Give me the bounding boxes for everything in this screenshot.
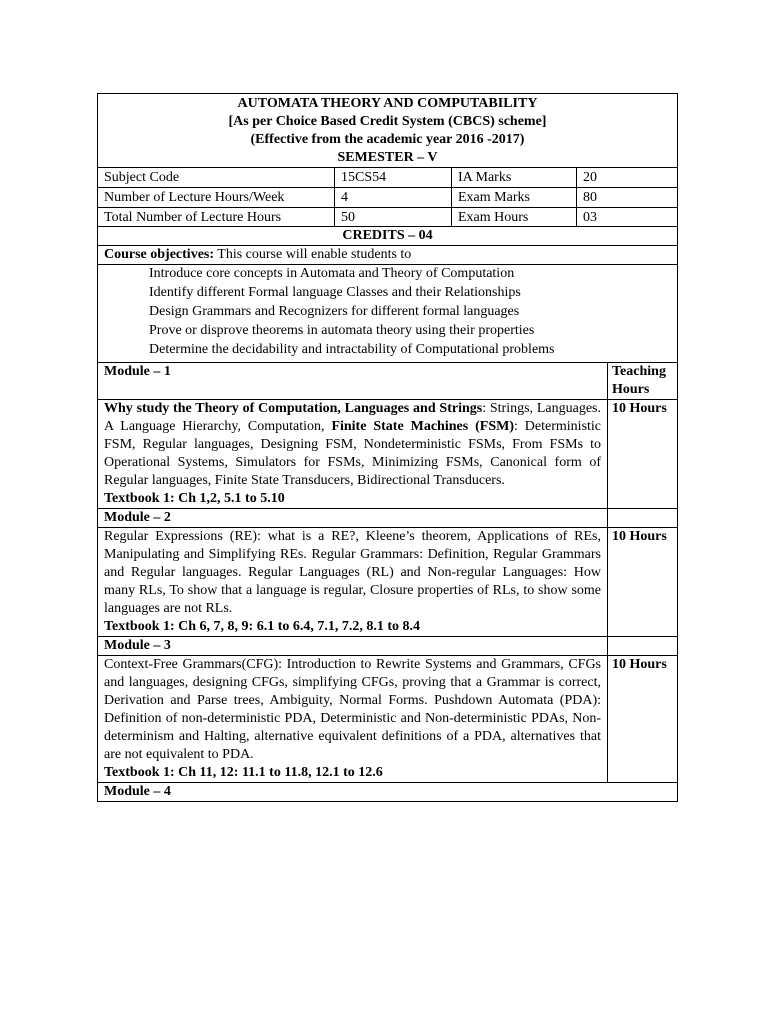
semester-line: SEMESTER – V bbox=[337, 150, 438, 165]
module-description bbox=[104, 400, 601, 490]
module-title: Module – 3 bbox=[98, 637, 608, 655]
effective-line: (Effective from the academic year 2016 -2017) bbox=[250, 132, 525, 147]
info-row-total-lecture-hours bbox=[98, 207, 677, 226]
info-value: 80 bbox=[583, 190, 597, 205]
teaching-hours-label: Teaching Hours bbox=[612, 364, 666, 397]
module-header-blank bbox=[608, 509, 677, 527]
textbook-reference: Textbook 1: Ch 11, 12: 11.1 to 11.8, 12.1 to 12.6 bbox=[104, 765, 383, 780]
objectives-intro: This course will enable students to bbox=[214, 247, 412, 262]
module-2-header bbox=[98, 508, 677, 527]
objectives-label: Course objectives: bbox=[104, 247, 215, 262]
info-value: 50 bbox=[335, 208, 452, 226]
topic-heading: Why study the Theory of Computation, Languages and Strings bbox=[104, 401, 483, 416]
info-label: Total Number of Lecture Hours bbox=[98, 208, 335, 226]
module-header-blank bbox=[608, 637, 677, 655]
objective-item: Prove or disprove theorems in automata theory using their properties bbox=[149, 323, 535, 338]
objective-item: Design Grammars and Recognizers for different formal languages bbox=[149, 304, 520, 319]
module-4-header bbox=[98, 782, 677, 801]
objective-item: Determine the decidability and intractability of Computational problems bbox=[149, 342, 555, 357]
module-title: Module – 4 bbox=[104, 784, 171, 799]
scheme-line: [As per Choice Based Credit System (CBCS) scheme] bbox=[228, 114, 547, 129]
syllabus-table bbox=[97, 93, 678, 802]
objectives-list bbox=[98, 264, 677, 362]
textbook-reference: Textbook 1: Ch 1,2, 5.1 to 5.10 bbox=[104, 491, 285, 506]
module-hours: 10 Hours bbox=[612, 401, 667, 416]
module-3-body bbox=[98, 655, 677, 782]
topic-text: : Deterministic FSM, Regular languages, Designing FSM, Nondeterministic FSMs, From FSMs to Operational Systems, Simulators for FSMs, Minimizing FSMs, Canonical form of Regular languages, Finite State Transducers, Bidirectional Transducers. bbox=[104, 419, 602, 488]
module-title: Module – 2 bbox=[98, 509, 608, 527]
credits-row: CREDITS – 04 bbox=[98, 226, 677, 245]
course-title: AUTOMATA THEORY AND COMPUTABILITY bbox=[237, 96, 538, 111]
module-description: Context-Free Grammars(CFG): Introduction to Rewrite Systems and Grammars, CFGs and languages, designing CFGs, simplifying CFGs, proving that a Grammar is correct, Derivation and Parse trees, Ambiguity, Normal Forms. Pushdown Automata (PDA): Definition of non-deterministic PDA, Deterministic and Non-deterministic PDAs, Non-determinism and Halting, alternative equivalent definitions of a PDA, alternatives that are not equivalent to PDA. bbox=[104, 657, 601, 762]
info-value: 4 bbox=[335, 188, 452, 207]
title-block bbox=[98, 94, 677, 167]
module-hours: 10 Hours bbox=[612, 529, 667, 544]
info-row-subject-code bbox=[98, 167, 677, 187]
textbook-reference: Textbook 1: Ch 6, 7, 8, 9: 6.1 to 6.4, 7.1, 7.2, 8.1 to 8.4 bbox=[104, 619, 421, 634]
info-label: IA Marks bbox=[452, 168, 577, 187]
module-hours: 10 Hours bbox=[612, 657, 667, 672]
info-row-lecture-hours-week bbox=[98, 187, 677, 207]
module-2-body bbox=[98, 527, 677, 636]
info-value: 03 bbox=[583, 210, 597, 225]
info-label: Subject Code bbox=[98, 168, 335, 187]
module-header-blank bbox=[608, 783, 677, 801]
info-value: 15CS54 bbox=[335, 168, 452, 187]
module-3-header bbox=[98, 636, 677, 655]
objective-item: Introduce core concepts in Automata and Theory of Computation bbox=[149, 266, 515, 281]
topic-heading: Finite State Machines (FSM) bbox=[331, 419, 514, 434]
info-value: 20 bbox=[583, 170, 597, 185]
module-1-body bbox=[98, 399, 677, 508]
info-label: Number of Lecture Hours/Week bbox=[98, 188, 335, 207]
topic-text: : Strings, Languages. A Language Hierarchy, Computation, bbox=[104, 401, 601, 434]
module-content bbox=[98, 656, 608, 782]
module-description: Regular Expressions (RE): what is a RE?, Kleene’s theorem, Applications of REs, Manipulating and Simplifying REs. Regular Grammars: Definition, Regular Grammars and Regular languages. Regular Languages (RL) and Non-regular Languages: How many RLs, To show that a language is regular, Closure properties of RLs, to show some languages are not RLs. bbox=[104, 529, 601, 616]
objectives-header bbox=[98, 245, 677, 264]
module-content bbox=[98, 528, 608, 636]
module-1-header bbox=[98, 362, 677, 399]
module-title: Module – 1 bbox=[98, 363, 608, 399]
module-content bbox=[98, 400, 608, 508]
info-label: Exam Marks bbox=[452, 188, 577, 207]
info-label: Exam Hours bbox=[452, 208, 577, 226]
objective-item: Identify different Formal language Classes and their Relationships bbox=[149, 285, 521, 300]
